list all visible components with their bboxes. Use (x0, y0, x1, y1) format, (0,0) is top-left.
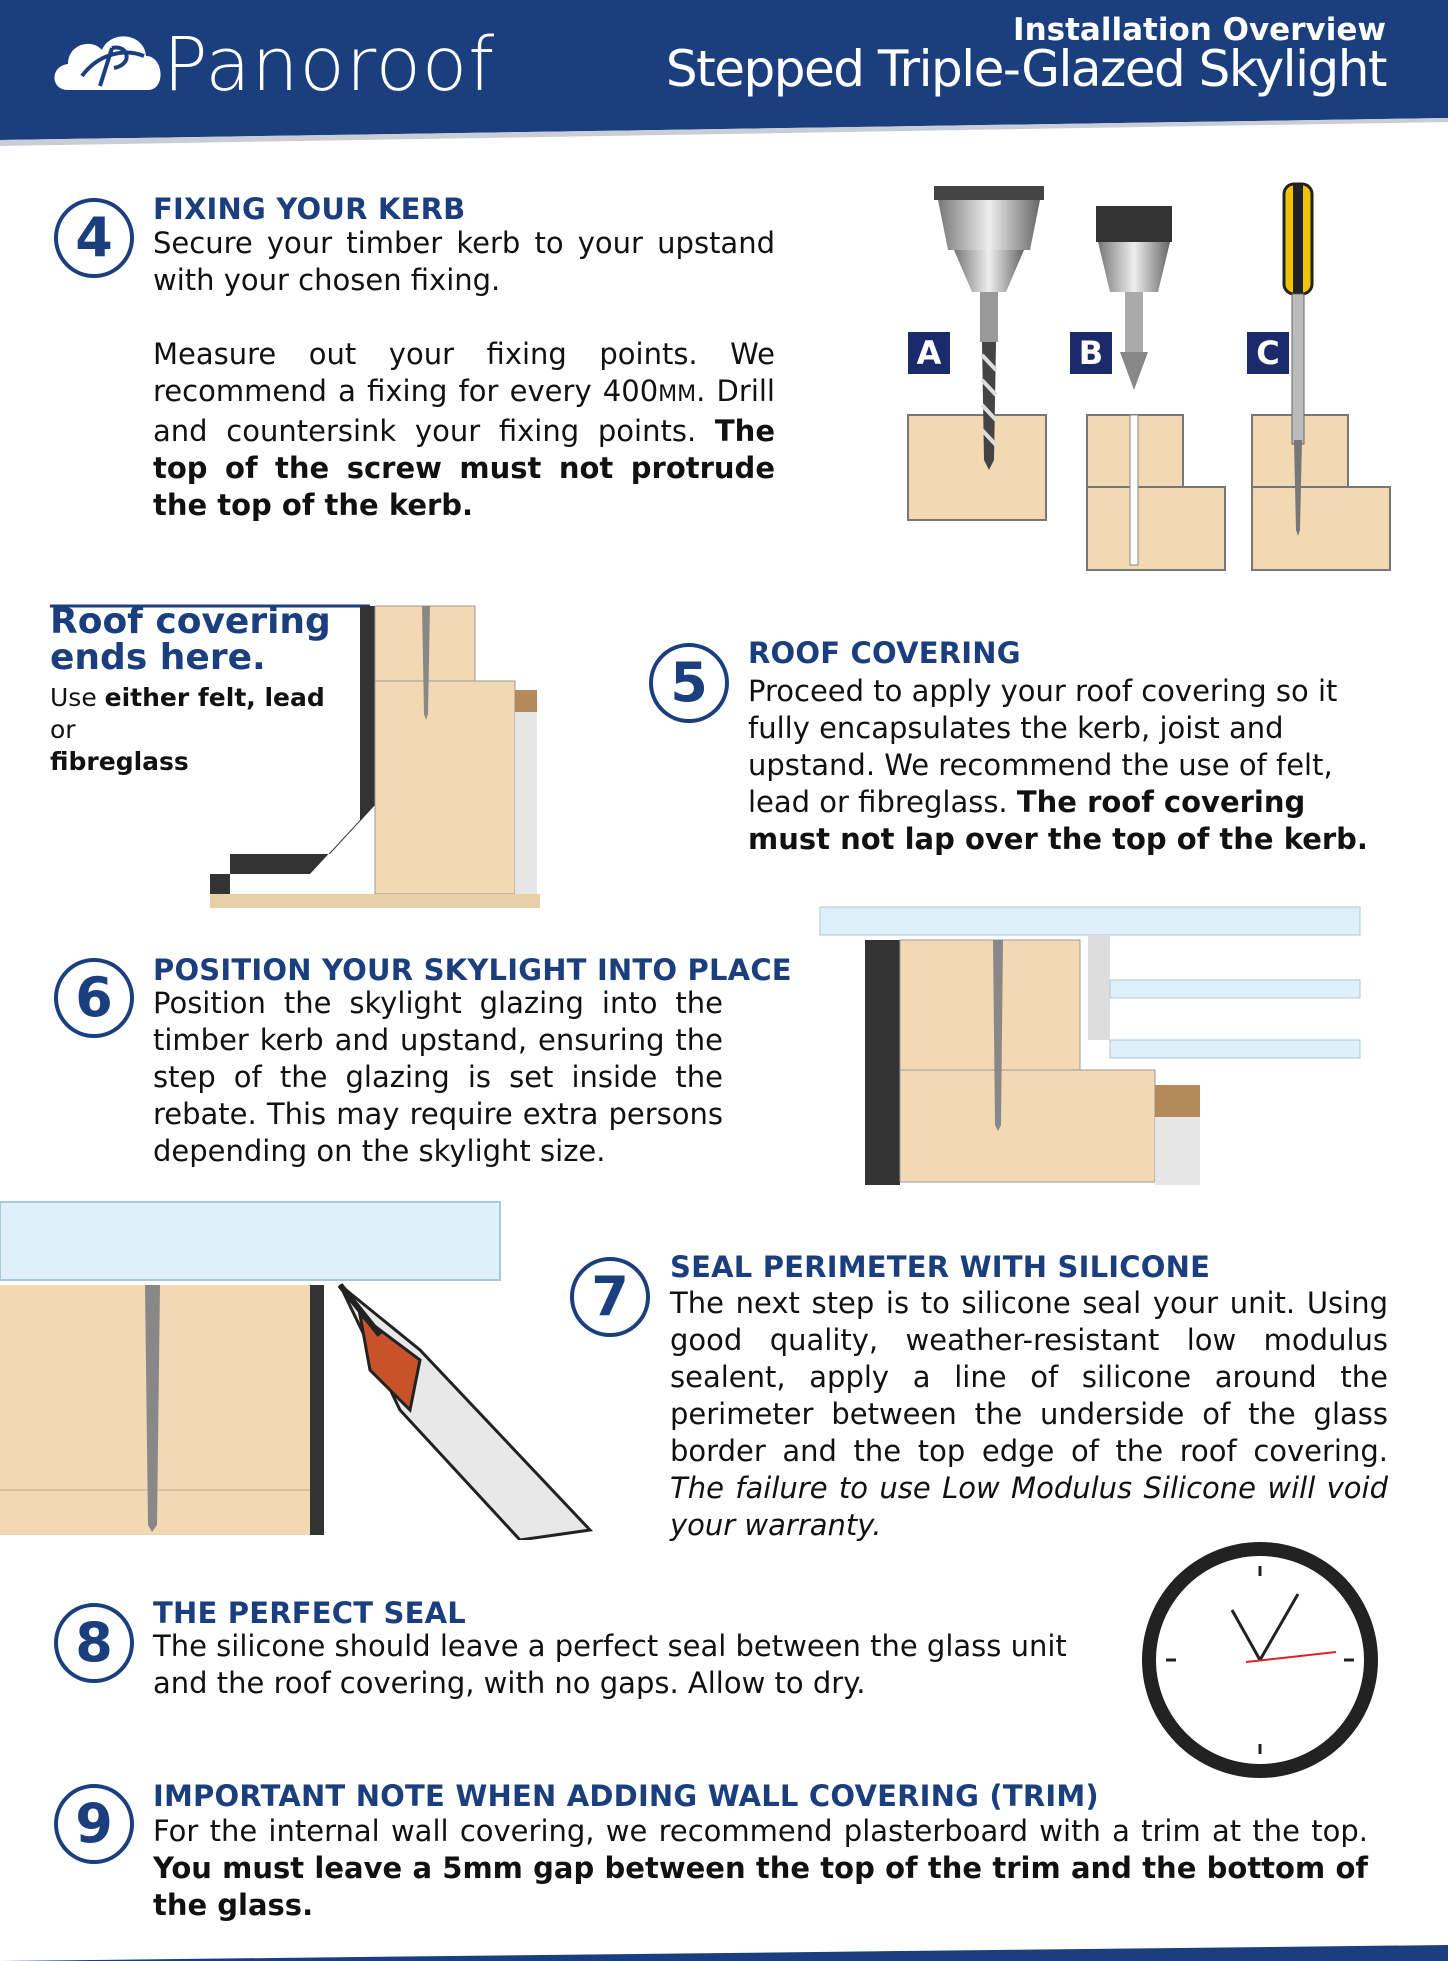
step-6-body: Position the skylight glazing into the timber kerb and upstand, ensuring the step of the glazing is set inside the rebate. This may require extra persons depending on the skylight size. (153, 986, 723, 1168)
step-4-text-2: . Drill and countersink your fixing points. (153, 374, 775, 448)
step-4-title: FIXING YOUR KERB (153, 192, 466, 226)
callout-mid: or (50, 715, 76, 744)
brand-name: Panoroof (163, 22, 496, 108)
callout-detail (50, 682, 350, 778)
step-9-body (153, 1813, 1368, 1924)
step-4-unit: MM (658, 382, 697, 407)
step-4-warning: The top of the screw must not protrude the top of the kerb. (153, 414, 775, 522)
step-4-para-1: Secure your timber kerb to your upstand with your chosen fixing. (153, 226, 775, 297)
step-8-body: The silicone should leave a perfect seal between the glass unit and the roof covering, with no gaps. Allow to dry. (153, 1629, 1067, 1700)
step-4-text: Measure out your fixing points. We recommend a fixing for every 400 (153, 337, 775, 408)
header-subtitle: Installation Overview (1013, 12, 1386, 48)
drill-label-a: A (916, 334, 942, 372)
callout-pre: Use (50, 683, 105, 712)
step-9-warning: You must leave a 5mm gap between the top of the trim and the bottom of the glass. (153, 1851, 1368, 1922)
step-5-title: ROOF COVERING (748, 636, 1021, 670)
clock-icon (1138, 1538, 1382, 1782)
step-5-warning: The roof covering must not lap over the top of the kerb. (748, 785, 1368, 856)
step-5-text: Proceed to apply your roof covering so it fully encapsulates the kerb, joist and upstand. We recommend the use of felt, lead or fibreglass. (748, 674, 1338, 819)
step-6-number: 6 (54, 958, 134, 1038)
header-title: Stepped Triple-Glazed Skylight (665, 40, 1386, 98)
step-4-para-2 (153, 336, 775, 524)
page-header (0, 0, 1448, 150)
step-8-number: 8 (54, 1603, 134, 1683)
step-9-text: For the internal wall covering, we recommend plasterboard with a trim at the top. (153, 1814, 1368, 1848)
step-4-body (153, 225, 775, 524)
silicone-gun-icon (340, 1285, 590, 1540)
step-5-number: 5 (649, 643, 729, 723)
callout-line-1: Roof covering (50, 601, 331, 642)
step-5-body (748, 673, 1383, 858)
panoroof-logo-icon (48, 20, 168, 100)
callout-line-2: ends here. (50, 637, 266, 678)
callout-bold-2: fibreglass (50, 747, 189, 776)
footer-bar (0, 1945, 1448, 1961)
step-8-title: THE PERFECT SEAL (153, 1596, 466, 1630)
roof-covering-callout (50, 601, 350, 778)
step-7-body (670, 1285, 1388, 1544)
step-6-title: POSITION YOUR SKYLIGHT INTO PLACE (153, 953, 792, 987)
drill-illustration (900, 180, 1400, 580)
callout-bold-1: either felt, lead (104, 683, 325, 712)
step-7-number: 7 (570, 1257, 650, 1337)
silicone-seal-illustration (0, 1200, 600, 1540)
step-4-number: 4 (54, 198, 134, 278)
skylight-position-illustration (815, 905, 1375, 1190)
drill-label-b: B (1078, 334, 1104, 372)
step-7-text: The next step is to silicone seal your unit. Using good quality, weather-resistant low modulus sealent, apply a line of silicone around the perimeter between the underside of the glass border and the top edge of the roof covering. (670, 1286, 1388, 1468)
step-7-warranty-note: The failure to use Low Modulus Silicone will void your warranty. (670, 1471, 1388, 1542)
drill-label-c: C (1256, 334, 1280, 372)
step-7-title: SEAL PERIMETER WITH SILICONE (670, 1250, 1211, 1284)
step-9-title: IMPORTANT NOTE WHEN ADDING WALL COVERING (TRIM) (153, 1779, 1099, 1813)
step-9-number: 9 (54, 1784, 134, 1864)
